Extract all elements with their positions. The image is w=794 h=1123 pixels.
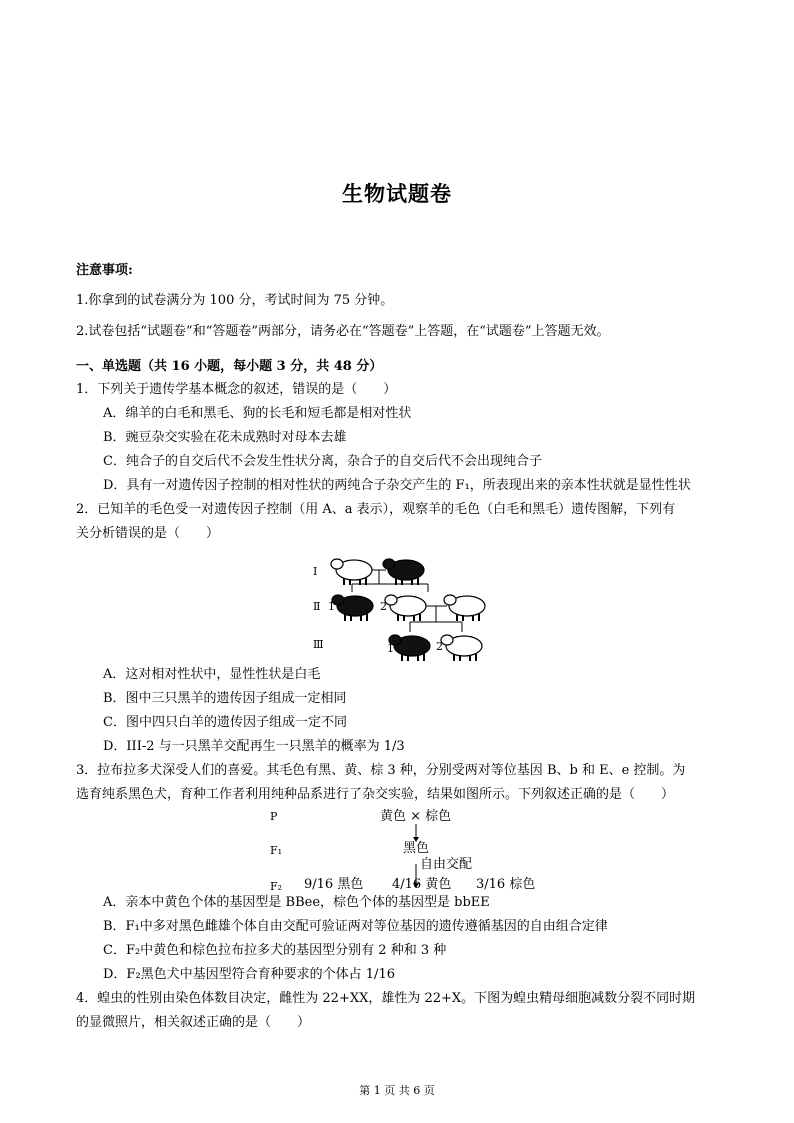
sheep-black-I2 [383,559,424,585]
iii-2-number: 2 [436,640,443,653]
ii-1-number: 1 [328,600,335,613]
q4-stem-line1: 4．蝗虫的性别由染色体数目决定，雌性为 22+XX，雄性为 22+X。下图为蝗虫精母细胞减数分裂不同时期 [76,991,696,1006]
f2-yellow: 4/16 黄色 [392,877,452,892]
gen-1-label: Ⅰ [313,565,318,578]
cross-diagram [270,808,560,894]
selfing-label: 自由交配 [420,857,473,872]
sheep-white-I1 [331,559,372,585]
q4-stem-line2: 的显微照片，相关叙述正确的是（ ） [76,1015,311,1030]
q1-option-d: D．具有一对遗传因子控制的相对性状的两纯合子杂交产生的 F₁，所表现出来的亲本性状就是显性性状 [103,478,691,493]
section-heading: 一、单选题（共 16 小题，每小题 3 分，共 48 分） [76,359,383,374]
page-footer: 第 1 页 共 6 页 [359,1084,435,1097]
q2-option-a: A．这对相对性状中，显性性状是白毛 [103,667,321,682]
p-label: P [270,810,278,823]
q2-option-c: C．图中四只白羊的遗传因子组成一定不同 [103,715,347,730]
q1-option-c: C．纯合子的自交后代不会发生性状分离，杂合子的自交后代不会出现纯合子 [103,454,542,469]
page-title: 生物试题卷 [342,181,452,206]
gen-3-label: Ⅲ [313,638,324,651]
gen-2-label: Ⅱ [313,600,321,613]
p-cross: 黄色 × 棕色 [380,809,452,824]
ii-2-number: 2 [380,600,387,613]
q2-option-d: D．III-2 与一只黑羊交配再生一只黑羊的概率为 1/3 [103,739,405,754]
q3-option-d: D．F₂黑色犬中基因型符合育种要求的个体占 1/16 [103,967,395,982]
f2-black: 9/16 黑色 [304,877,364,892]
notice-item-2: 2.试卷包括“试题卷”和“答题卷”两部分，请务必在“答题卷”上答题，在“试题卷”上答题无效。 [76,324,610,339]
q2-stem-line2: 关分析错误的是（ ） [76,526,220,541]
q1-option-b: B．豌豆杂交实验在花未成熟时对母本去雄 [103,430,347,445]
notice-heading: 注意事项: [76,263,133,278]
q3-stem-line1: 3．拉布拉多犬深受人们的喜爱。其毛色有黑、黄、棕 3 种，分别受两对等位基因 B、b 和 E、e 控制。为 [76,763,686,778]
sheep-white-II2 [385,595,426,621]
sheep-white-III2 [441,635,482,661]
f2-label: F₂ [270,880,283,893]
q2-stem-line1: 2．已知羊的毛色受一对遗传因子控制（用 A、a 表示），观察羊的毛色（白毛和黑毛）遗传图解，下列有 [76,502,676,517]
sheep-black-III1 [389,635,430,661]
f1-phenotype: 黑色 [403,841,430,856]
notice-item-1: 1.你拿到的试卷满分为 100 分，考试时间为 75 分钟。 [76,293,394,308]
f2-brown: 3/16 棕色 [476,877,536,892]
q3-option-c: C．F₂中黄色和棕色拉布拉多犬的基因型分别有 2 种和 3 种 [103,943,447,958]
q1-stem: 1．下列关于遗传学基本概念的叙述，错误的是（ ） [76,382,397,397]
q3-option-b: B．F₁中多对黑色雌雄个体自由交配可验证两对等位基因的遗传遵循基因的自由组合定律 [103,919,608,934]
q1-option-a: A．绵羊的白毛和黑毛、狗的长毛和短毛都是相对性状 [103,406,412,421]
q3-stem-line2: 选育纯系黑色犬，育种工作者利用纯种品系进行了杂交实验，结果如图所示。下列叙述正确的是（ ） [76,787,675,802]
pedigree-figure [300,548,500,668]
q2-option-b: B．图中三只黑羊的遗传因子组成一定相同 [103,691,347,706]
sheep-black-II1 [332,595,373,621]
iii-1-number: 1 [387,642,394,655]
q3-option-a: A．亲本中黄色个体的基因型是 BBee，棕色个体的基因型是 bbEE [103,895,490,910]
sheep-white-II3 [444,595,485,621]
f1-label: F₁ [270,844,283,857]
